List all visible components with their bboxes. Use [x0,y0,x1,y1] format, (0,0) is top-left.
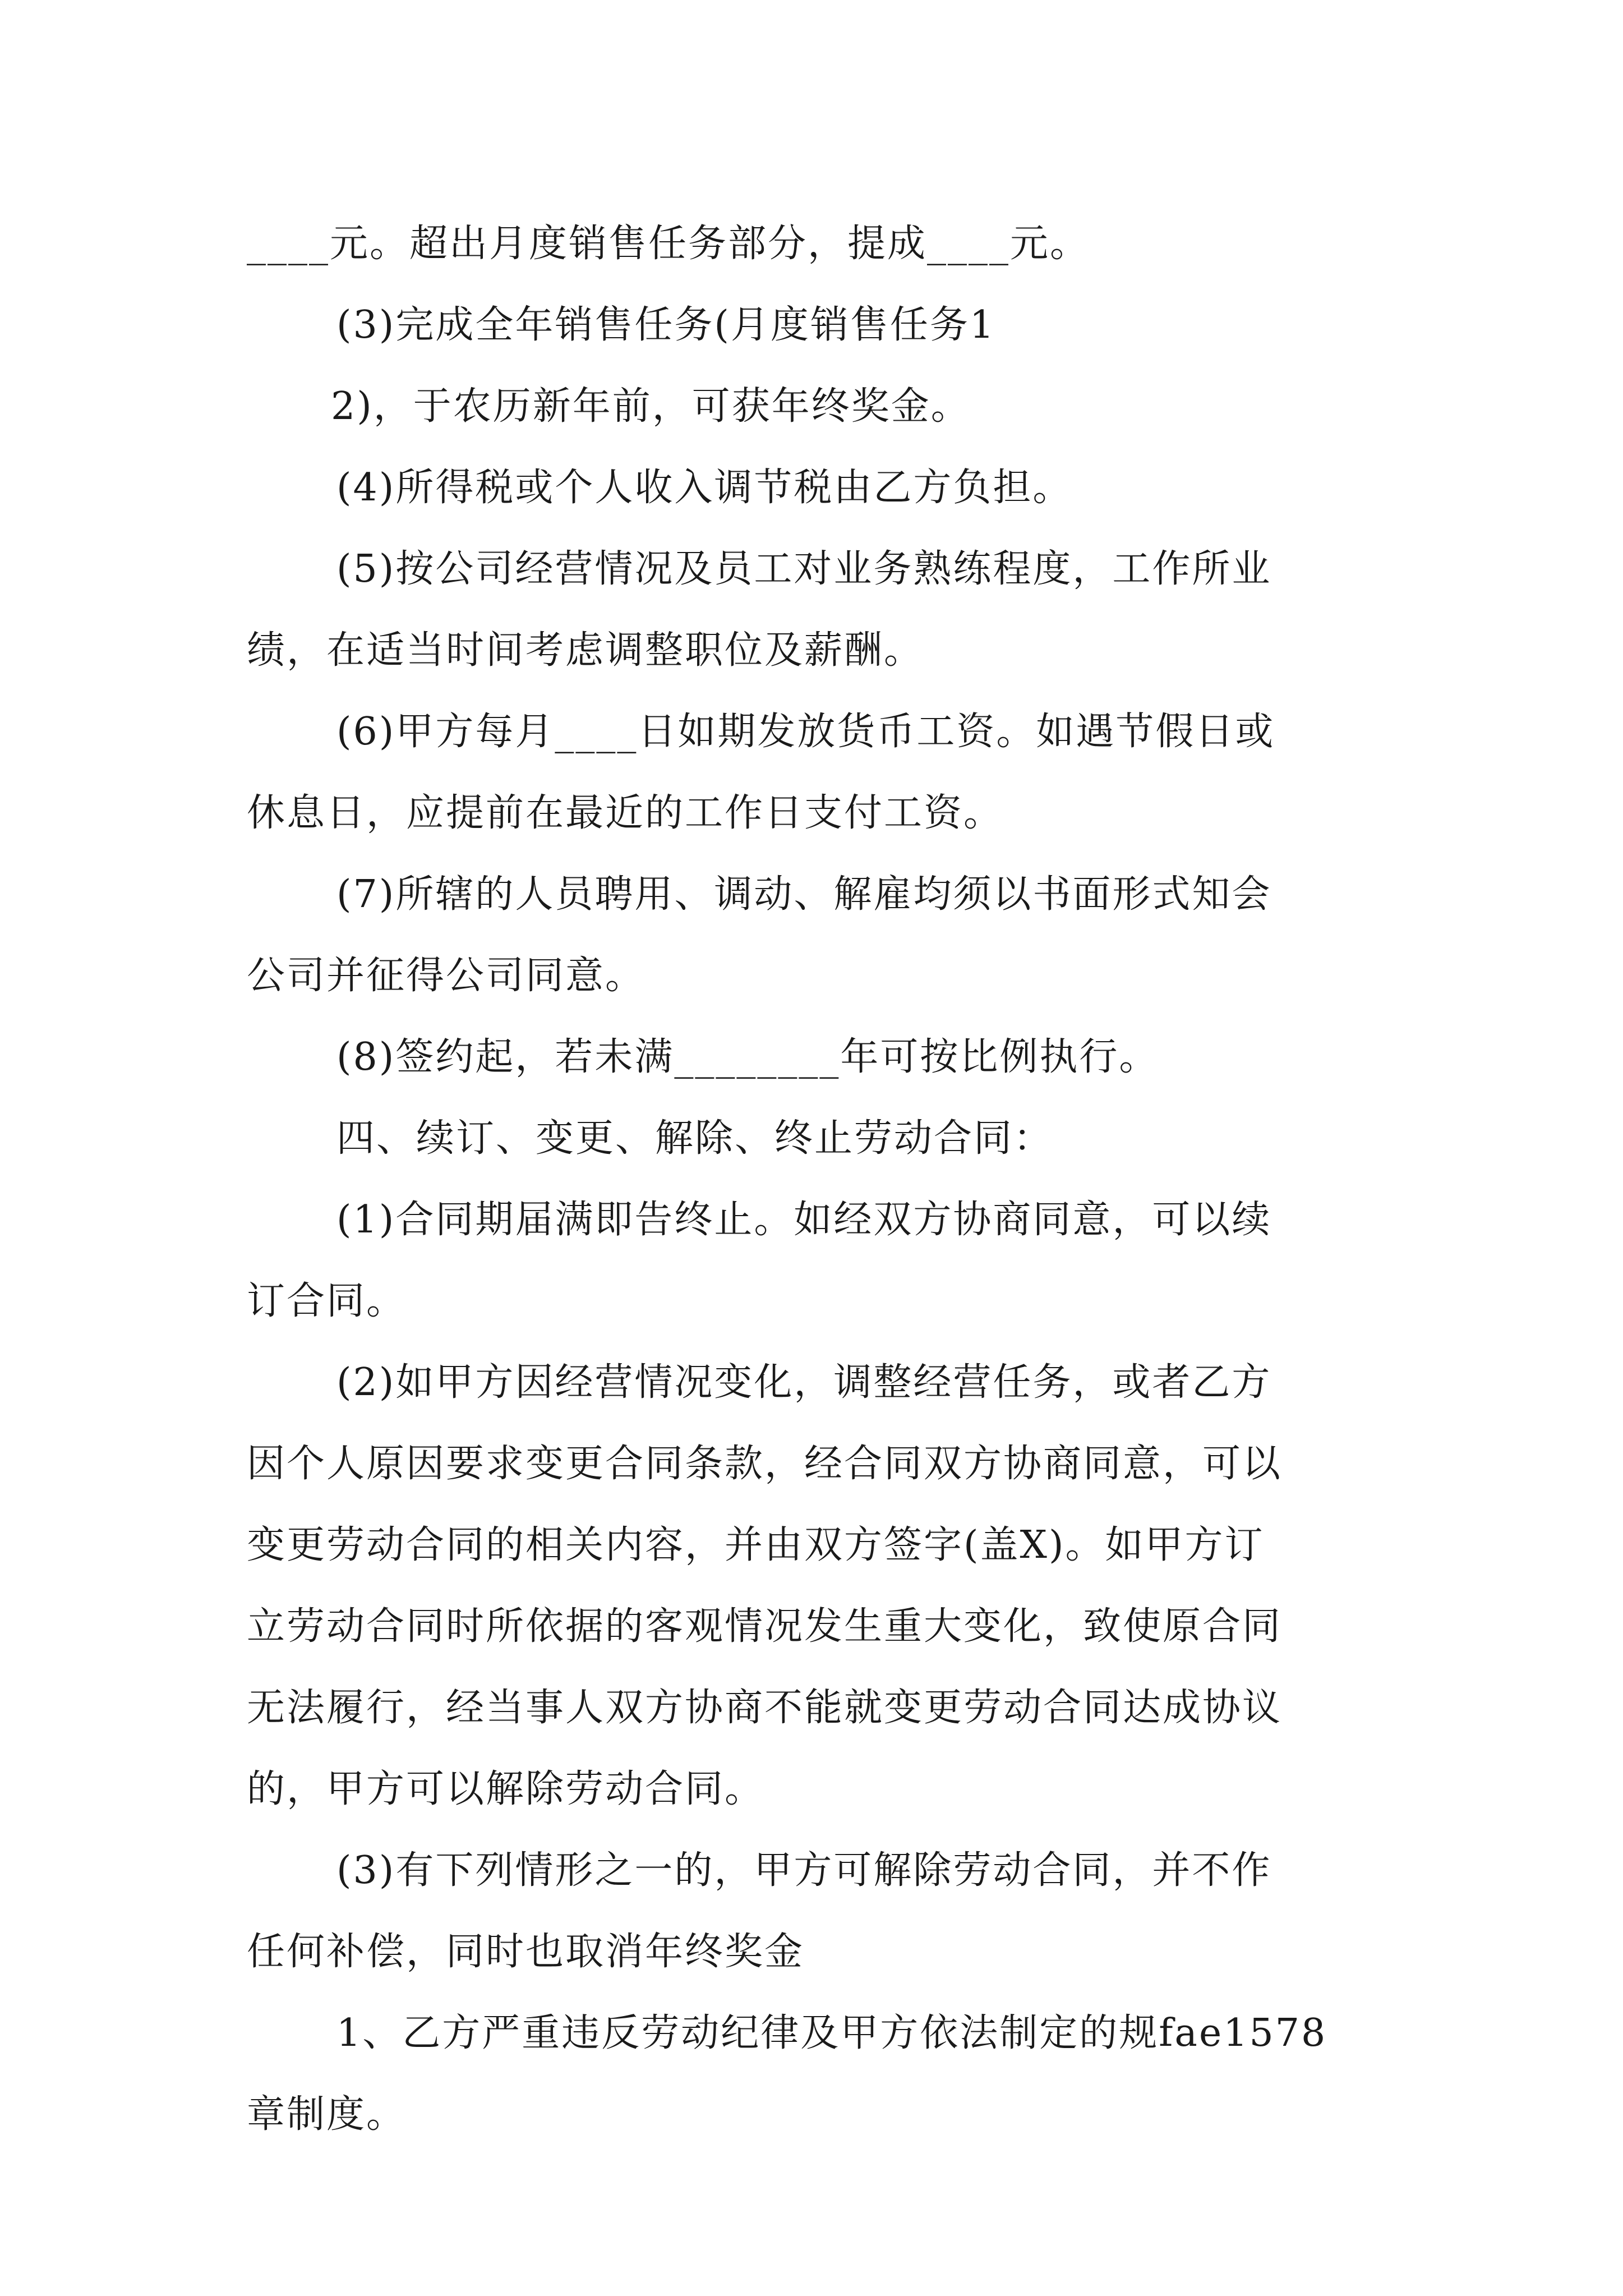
line-text: 1、乙方严重违反劳动纪律及甲方依法制定的规fae1578 [336,2011,1327,2055]
text-line [247,219,1090,269]
text-line [247,2090,406,2140]
line-text: 章制度。 [247,2092,407,2137]
line-text: (6)甲方每月____日如期发放货币工资。如遇节假日或 [336,710,1275,754]
line-text: 无法履行，经当事人双方协商不能就变更劳动合同达成协议 [247,1686,1283,1730]
line-text: ____元。超出月度销售任务部分，提成____元。 [247,222,1090,266]
text-line [336,1358,1271,1408]
section-heading [336,1114,1053,1164]
text-line [336,300,995,351]
line-text: (2)如甲方因经营情况变化，调整经营任务，或者乙方 [336,1360,1272,1405]
line-text: (8)签约起，若未满________年可按比例执行。 [336,1035,1159,1079]
line-text: (1)合同期届满即告终止。如经双方协商同意，可以续 [336,1198,1272,1242]
line-text: 公司并征得公司同意。 [247,954,645,998]
text-line [331,381,971,432]
text-line [336,1195,1271,1245]
text-line [247,1439,1282,1489]
line-text: 变更劳动合同的相关内容，并由双方签字(盖X)。如甲方订 [247,1523,1265,1567]
line-text: 因个人原因要求变更合同条款，经合同双方协商同意，可以 [247,1442,1283,1486]
line-text: 休息日，应提前在最近的工作日支付工资。 [247,791,1004,835]
line-text: (3)有下列情形之一的，甲方可解除劳动合同，并不作 [336,1848,1272,1893]
text-line [336,1032,1159,1083]
line-text: (7)所辖的人员聘用、调动、解雇均须以书面形式知会 [336,872,1272,917]
text-line [336,463,1072,513]
line-text: 绩，在适当时间考虑调整职位及薪酬。 [247,628,924,673]
text-line [247,1764,764,1815]
text-line [247,1602,1282,1652]
text-line [247,1276,406,1327]
text-line [336,2008,1327,2059]
line-text: 任何补偿，同时也取消年终奖金 [247,1930,805,1974]
text-line [247,1927,804,1977]
text-line [336,869,1271,920]
text-line [336,544,1271,595]
line-text: 立劳动合同时所依据的客观情况发生重大变化，致使原合同 [247,1604,1283,1649]
text-line [247,1520,1264,1571]
line-text: 订合同。 [247,1279,407,1323]
text-line [247,625,924,676]
text-line [336,1846,1271,1896]
line-text: (3)完成全年销售任务(月度销售任务1 [336,303,996,347]
text-line [247,788,1003,839]
line-text: 2)，于农历新年前，可获年终奖金。 [331,384,971,429]
text-line [247,951,645,1001]
line-text: 的，甲方可以解除劳动合同。 [247,1767,765,1811]
text-line [247,1683,1282,1733]
line-text: (5)按公司经营情况及员工对业务熟练程度，工作所业 [336,547,1272,591]
line-text: 四、续订、变更、解除、终止劳动合同： [336,1116,1054,1161]
text-line [336,707,1275,757]
line-text: (4)所得税或个人收入调节税由乙方负担。 [336,466,1073,510]
